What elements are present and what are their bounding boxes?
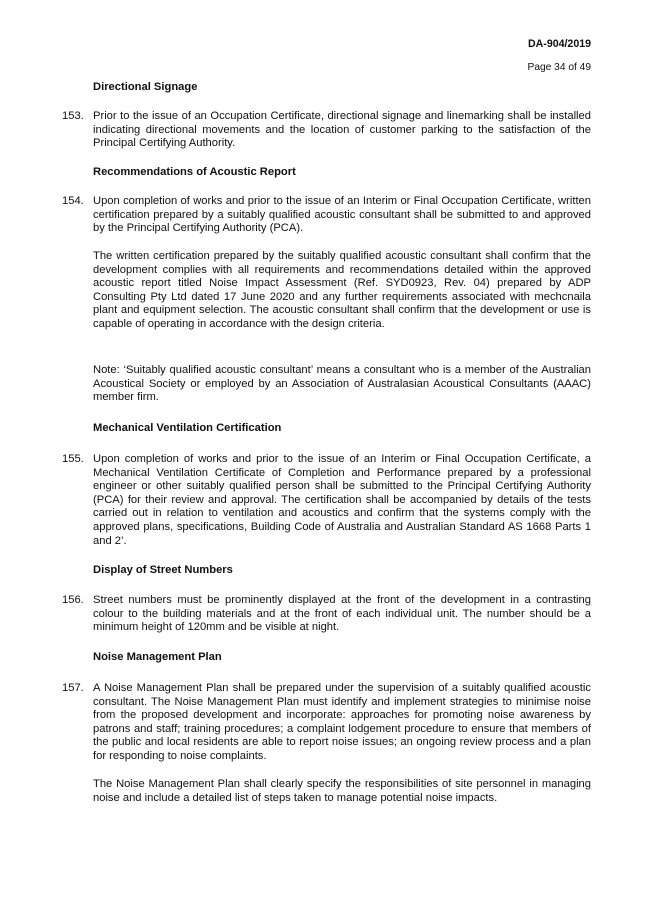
condition-157-responsibilities: The Noise Management Plan shall clearly specify the responsibilities of site personnel in managing noise and include a detailed list of steps taken to manage potential noise impacts. xyxy=(93,778,591,804)
condition-157-text: A Noise Management Plan shall be prepared under the supervision of a suitably qualified acoustic consultant. The Noise Management Plan must identify and implement strategies to minimise noise from the proposed development and incorporate: approaches for promoting noise awareness by patrons and staff; training procedures; a complaint lodgement procedure to ensure that members of the public and local residents are able to report noise issues; an ongoing review process and a plan for responding to noise complaints. xyxy=(93,682,591,762)
heading-mechanical-ventilation-certification: Mechanical Ventilation Certification xyxy=(93,422,282,434)
heading-directional-signage: Directional Signage xyxy=(93,81,198,93)
condition-number-157: 157. xyxy=(62,682,84,694)
condition-number-156: 156. xyxy=(62,594,84,606)
condition-153-text: Prior to the issue of an Occupation Certificate, directional signage and linemarking shall be installed indicating directional movements and the location of customer parking to the satisfaction of the Principal Certifying Authority. xyxy=(93,110,591,150)
condition-154-certification-paragraph: The written certification prepared by the suitably qualified acoustic consultant shall confirm that the development complies with all requirements and recommendations detailed within the approved acoustic report titled Noise Impact Assessment (Ref. SYD0923, Rev. 04) prepared by ADP Consulting Pty Ltd dated 17 June 2020 and any further requirements associated with mechcnaila plant and equipment selection. The acoustic consultant shall confirm that the development or use is capable of operating in accordance with the design criteria. xyxy=(93,250,591,330)
condition-number-155: 155. xyxy=(62,453,84,465)
heading-noise-management-plan: Noise Management Plan xyxy=(93,651,222,663)
condition-154-text: Upon completion of works and prior to the issue of an Interim or Final Occupation Certificate, written certification prepared by a suitably qualified acoustic consultant shall be submitted to and approved by the Principal Certifying Authority (PCA). xyxy=(93,195,591,235)
page-number: Page 34 of 49 xyxy=(527,62,591,73)
condition-155-text: Upon completion of works and prior to the issue of an Interim or Final Occupation Certificate, a Mechanical Ventilation Certificate of Completion and Performance prepared by a professional engineer or other suitably qualified person shall be submitted to the Principal Certifying Authority (PCA) for their review and approval. The certification shall be accompanied by details of the tests carried out in relation to ventilation and acoustics and confirm that the systems comply with the approved plans, specifications, Building Code of Australia and Australian Standard AS 1668 Parts 1 and 2’. xyxy=(93,453,591,547)
heading-display-street-numbers: Display of Street Numbers xyxy=(93,564,233,576)
condition-156-text: Street numbers must be prominently displayed at the front of the development in a contrasting colour to the building materials and at the front of each individual unit. The number should be a minimum height of 120mm and be visible at night. xyxy=(93,594,591,634)
condition-154-note: Note: ‘Suitably qualified acoustic consultant’ means a consultant who is a member of the Australian Acoustical Society or employed by an Association of Australasian Acoustical Consultants (AAAC) member firm. xyxy=(93,364,591,404)
condition-number-154: 154. xyxy=(62,195,84,207)
document-reference: DA-904/2019 xyxy=(527,38,591,50)
condition-number-153: 153. xyxy=(62,110,84,122)
heading-recommendations-acoustic-report: Recommendations of Acoustic Report xyxy=(93,166,296,178)
